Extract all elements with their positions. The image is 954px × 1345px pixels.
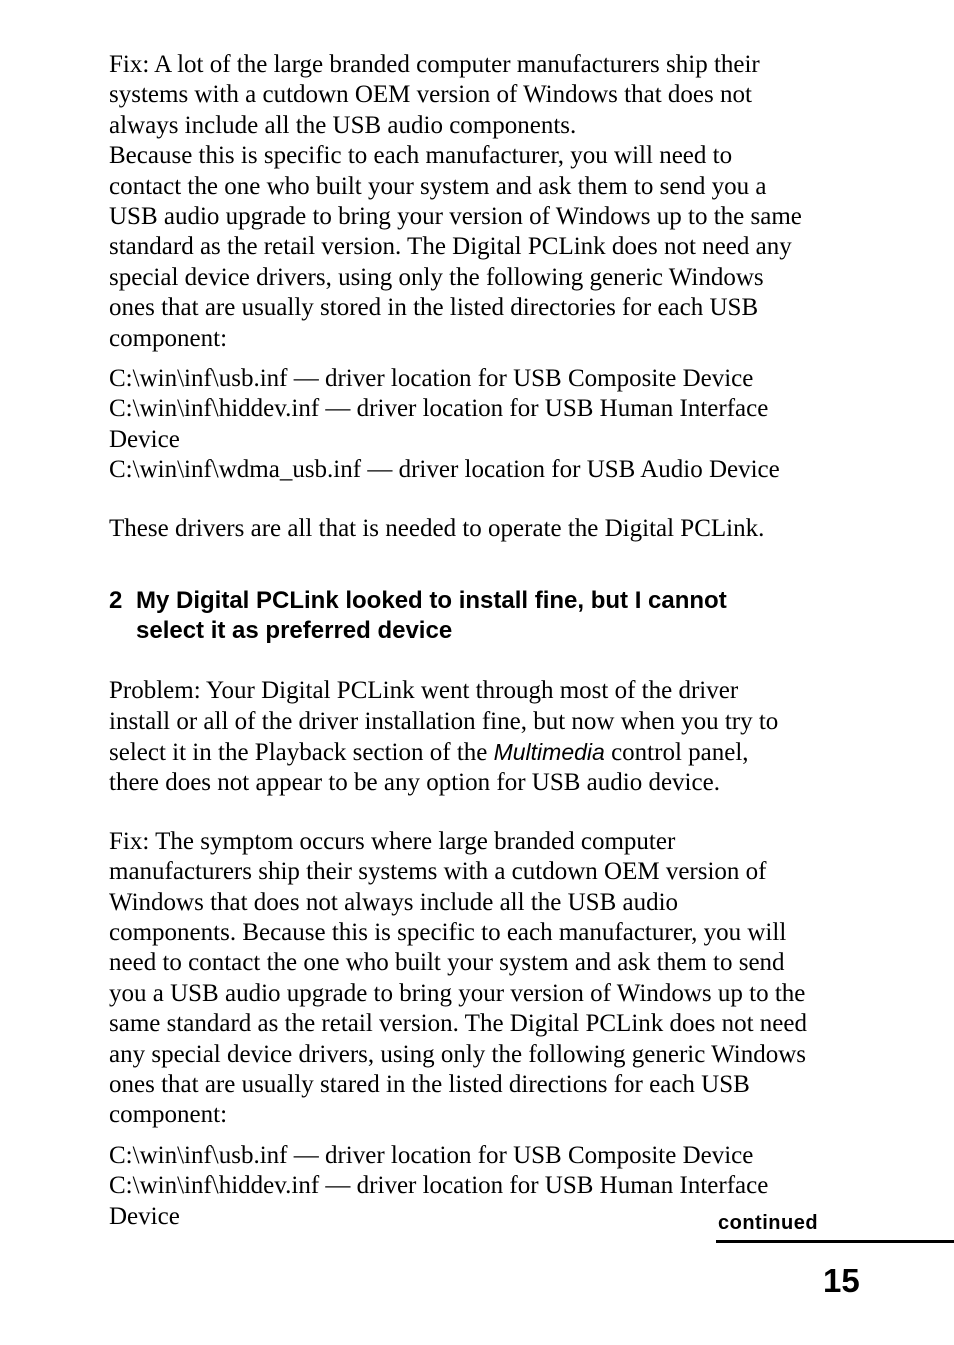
driver-line: C:\win\inf\hiddev.inf — driver location for USB Human Interface Device xyxy=(109,1172,769,1230)
driver-line: C:\win\inf\hiddev.inf — driver location for USB Human Interface Device xyxy=(109,395,769,453)
problem-paragraph xyxy=(109,676,869,799)
page-number: 15 xyxy=(823,1262,860,1299)
problem-text-start: Problem: Your Digital PCLink went through most of the driver install or all of the driver installation fine, but now when you try to select it in the Playback section of the xyxy=(109,677,779,766)
section-title: My Digital PCLink looked to install fine, but I cannot select it as preferred device xyxy=(136,587,727,645)
driver-line: C:\win\inf\usb.inf — driver location for USB Composite Device xyxy=(109,365,754,393)
fix-paragraph-1: Fix: A lot of the large branded computer manufacturers ship their systems with a cutdown OEM version of Windows that does not always include all the USB audio components. Because this is specific to each manufacturer, you will need to contact the one who built your system and ask them to send you a USB audio upgrade to bring your version of Windows up to the same standard as the retail version. The Digital PCLink does not need any special device drivers, using only the following generic Windows ones that are usually stored in the listed directories for each USB component: xyxy=(109,51,802,352)
driver-line: C:\win\inf\usb.inf — driver location for USB Composite Device xyxy=(109,1141,754,1169)
closing-paragraph: These drivers are all that is needed to operate the Digital PCLink. xyxy=(109,514,765,542)
section-number: 2 xyxy=(109,587,123,615)
driver-line: C:\win\inf\wdma_usb.inf — driver location for USB Audio Device xyxy=(109,456,780,484)
problem-text-end: control panel, there does not appear to be any option for USB audio device. xyxy=(109,738,749,797)
footer-rule xyxy=(716,1240,954,1243)
section-heading xyxy=(109,586,869,646)
continued-label: continued xyxy=(718,1212,819,1234)
page-content xyxy=(109,50,869,1232)
multimedia-emphasis: Multimedia xyxy=(493,738,605,765)
fix-paragraph-2: Fix: The symptom occurs where large branded computer manufacturers ship their systems with a cutdown OEM version of Windows that does not always include all the USB audio components. Because this is specific to each manufacturer, you will need to contact the one who built your system and ask them to send you a USB audio upgrade to bring your version of Windows up to the same standard as the retail version. The Digital PCLink does not need any special device drivers, using only the following generic Windows ones that are usually stared in the listed directions for each USB component: xyxy=(109,827,807,1129)
